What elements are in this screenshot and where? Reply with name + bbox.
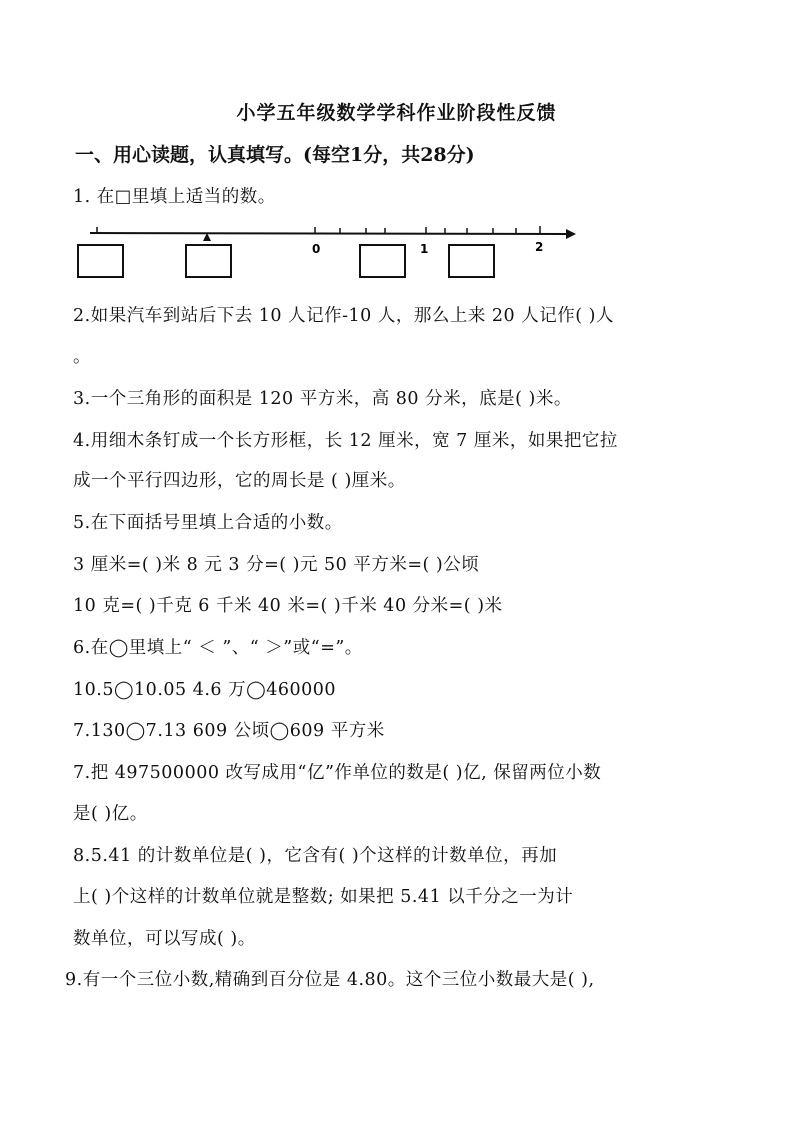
number-line-label-2: 2 xyxy=(535,240,544,254)
answer-box[interactable] xyxy=(360,245,405,277)
question-5-line-1: 5.在下面括号里填上合适的小数。 xyxy=(73,513,343,533)
question-4-line-1: 4.用细木条钉成一个长方形框，长 12 厘米，宽 7 厘米，如果把它拉 xyxy=(73,431,618,451)
answer-box[interactable] xyxy=(449,245,494,277)
question-7-line-2: 是( )亿。 xyxy=(73,804,148,824)
question-3: 3.一个三角形的面积是 120 平方米，高 80 分米，底是( )米。 xyxy=(73,389,572,409)
section-heading: 一、用心读题，认真填写。(每空1分，共28分) xyxy=(75,144,475,166)
question-8-line-1: 8.5.41 的计数单位是( )，它含有( )个这样的计数单位，再加 xyxy=(73,846,558,866)
number-line-arrow xyxy=(566,229,576,239)
question-6-line-2: 10.5◯10.05 4.6 万◯460000 xyxy=(73,680,336,700)
question-8-line-2: 上( )个这样的计数单位就是整数; 如果把 5.41 以千分之一为计 xyxy=(73,887,574,907)
answer-box[interactable] xyxy=(78,245,123,277)
question-8-line-3: 数单位，可以写成( )。 xyxy=(73,929,256,949)
question-9: 9.有一个三位小数,精确到百分位是 4.80。这个三位小数最大是( ), xyxy=(65,970,595,990)
question-6-line-3: 7.130◯7.13 609 公顷◯609 平方米 xyxy=(73,721,385,741)
question-1: 1. 在□里填上适当的数。 xyxy=(73,187,276,207)
number-line-label-0: 0 xyxy=(312,242,321,256)
question-5-line-2: 3 厘米=( )米 8 元 3 分=( )元 50 平方米=( )公顷 xyxy=(73,555,480,575)
question-7-line-1: 7.把 497500000 改写成用“亿”作单位的数是( )亿, 保留两位小数 xyxy=(73,763,602,783)
question-6-line-1: 6.在◯里填上“ ＜ ”、“ ＞”或“=”。 xyxy=(73,638,363,658)
question-2-line-2: 。 xyxy=(73,347,91,367)
question-5-line-3: 10 克=( )千克 6 千米 40 米=( )千米 40 分米=( )米 xyxy=(73,596,503,616)
answer-box[interactable] xyxy=(186,245,231,277)
number-line-diagram xyxy=(70,215,585,285)
question-2-line-1: 2.如果汽车到站后下去 10 人记作-10 人，那么上来 20 人记作( )人 xyxy=(73,306,614,326)
number-line-label-1: 1 xyxy=(420,242,429,256)
question-4-line-2: 成一个平行四边形，它的周长是 ( )厘米。 xyxy=(73,471,406,491)
number-line-axis xyxy=(90,233,568,234)
page-title: 小学五年级数学学科作业阶段性反馈 xyxy=(236,102,557,124)
